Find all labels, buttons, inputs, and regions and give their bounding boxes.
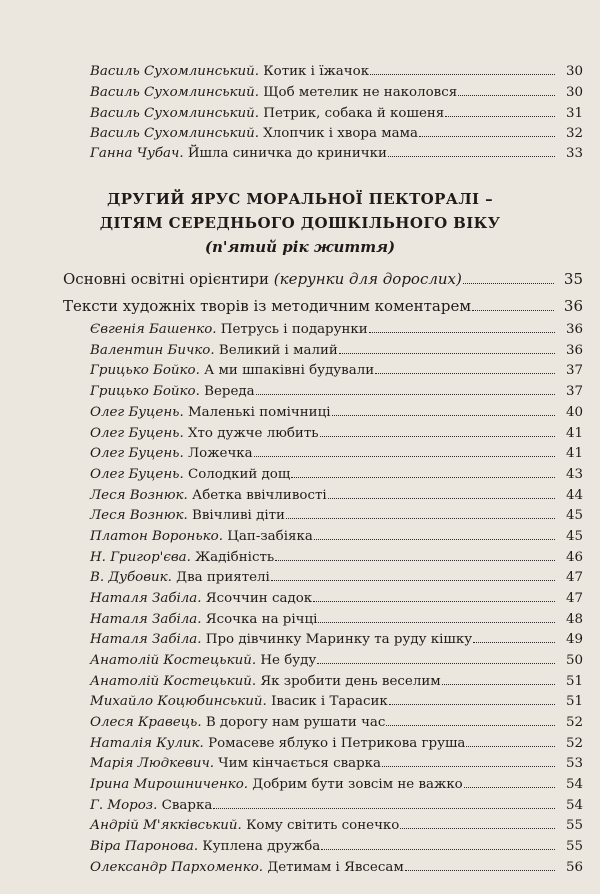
toc-entry (0, 144, 600, 166)
dot-leader (332, 403, 556, 416)
entry-title: Солодкий дощ (183, 467, 291, 482)
entry-author: Леся Вознюк. (90, 508, 188, 523)
entry-title: Два приятелі (171, 570, 270, 585)
toc-entry (0, 837, 600, 859)
entry-title: Івасик і Тарасик (266, 694, 388, 709)
entry-title: Хлопчик і хвора мама (259, 126, 419, 141)
entry-author: Наталія Кулик. (90, 736, 204, 751)
entry-author: Грицько Бойко. (90, 363, 200, 378)
entry-author: Г. Мороз. (90, 798, 158, 813)
entry-title: Тексти художніх творів із методичним коментарем (63, 297, 472, 315)
dot-leader (318, 610, 555, 623)
section-subheading: (п'ятий рік життя) (204, 238, 396, 256)
toc-entry (0, 630, 600, 652)
page-number: 30 (565, 85, 583, 100)
dot-leader (271, 568, 555, 581)
dot-leader (317, 651, 555, 664)
dot-leader (464, 775, 555, 788)
page-number: 47 (565, 591, 583, 606)
entry-title: В дорогу нам рушати час (201, 715, 386, 730)
page-number: 46 (565, 550, 583, 565)
entry-author: Євгенія Башенко. (90, 322, 217, 337)
toc-entry (0, 424, 600, 446)
entry-title: Ясоччин садок (201, 591, 313, 606)
page-number: 56 (565, 860, 583, 875)
entry-title: Петрусь і подарунки (216, 322, 368, 337)
dot-leader (375, 361, 555, 374)
entry-author: Олександр Пархоменко. (90, 860, 264, 875)
page-number: 36 (563, 297, 583, 315)
dot-leader (386, 713, 555, 726)
entry-title: Ввічливі діти (187, 508, 285, 523)
section-heading-line-2: ДІТЯМ СЕРЕДНЬОГО ДОШКІЛЬНОГО ВІКУ (99, 214, 501, 232)
page-number: 52 (565, 715, 583, 730)
entry-title: Ложечка (183, 446, 253, 461)
entry-title: Жадібність (190, 550, 275, 565)
entry-author: В. Дубовик. (90, 570, 172, 585)
dot-leader (320, 424, 555, 437)
entry-author: Олег Буцень. (90, 405, 184, 420)
entry-title: А ми шпаківні будували (199, 363, 375, 378)
entry-author: Леся Вознюк. (90, 488, 188, 503)
entry-title: Сварка (157, 798, 213, 813)
dot-leader (339, 341, 555, 354)
toc-entry (0, 465, 600, 487)
dot-leader (473, 630, 555, 643)
dot-leader (445, 104, 555, 117)
dot-leader (275, 548, 555, 561)
toc-entry (0, 341, 600, 363)
page-number: 43 (565, 467, 583, 482)
entry-title: Вереда (199, 384, 255, 399)
page-number: 55 (565, 818, 583, 833)
entry-title: Про дівчинку Маринку та руду кішку (201, 632, 473, 647)
dot-leader (400, 816, 555, 829)
entry-title: Ясочка на річці (201, 612, 318, 627)
entry-author: Василь Сухомлинський. (90, 85, 260, 100)
dot-leader (463, 271, 554, 284)
entry-author: Олег Буцень. (90, 446, 184, 461)
toc-entry (0, 775, 600, 797)
entry-author: Наталя Забіла. (90, 591, 202, 606)
toc-entry (0, 568, 600, 590)
page-number: 41 (565, 446, 583, 461)
entry-author: Олег Буцень. (90, 426, 184, 441)
entry-title: Маленькі помічниці (183, 405, 331, 420)
toc-entry (0, 796, 600, 818)
page-number: 48 (565, 612, 583, 627)
toc-entry (0, 713, 600, 735)
toc-entry (0, 361, 600, 383)
dot-leader (291, 465, 555, 478)
dot-leader (313, 589, 555, 602)
toc-entry (0, 444, 600, 466)
page-number: 41 (565, 426, 583, 441)
entry-author: Платон Воронько. (90, 529, 223, 544)
dot-leader (286, 506, 555, 519)
page-number: 52 (565, 736, 583, 751)
page-number: 36 (565, 343, 583, 358)
dot-leader (466, 734, 555, 747)
toc-entry (0, 816, 600, 838)
page-number: 40 (565, 405, 583, 420)
entry-author: Василь Сухомлинський. (90, 64, 260, 79)
toc-entry (0, 104, 600, 126)
entry-title: Петрик, собака й кошеня (259, 106, 445, 121)
entry-author: Василь Сухомлинський. (90, 126, 260, 141)
page-number: 51 (565, 694, 583, 709)
dot-leader (389, 692, 555, 705)
dot-leader (314, 527, 555, 540)
toc-main-entry (0, 270, 600, 292)
toc-entry (0, 382, 600, 404)
dot-leader (370, 62, 555, 75)
page-number: 54 (565, 798, 583, 813)
entry-title: Йшла синичка до кринички (183, 146, 387, 161)
dot-leader (419, 124, 555, 137)
toc-entry (0, 527, 600, 549)
dot-leader (388, 144, 555, 157)
entry-author: Ірина Мирошниченко. (90, 777, 249, 792)
toc-entry (0, 651, 600, 673)
entry-author: Ганна Чубач. (90, 146, 184, 161)
dot-leader (321, 837, 555, 850)
toc-entry (0, 692, 600, 714)
dot-leader (472, 298, 554, 311)
page-number: 45 (565, 508, 583, 523)
entry-author: Олег Буцень. (90, 467, 184, 482)
entry-author: Наталя Забіла. (90, 632, 202, 647)
page-number: 54 (565, 777, 583, 792)
page-number: 36 (565, 322, 583, 337)
toc-entry (0, 754, 600, 776)
page-number: 32 (565, 126, 583, 141)
entry-note: (керунки для дорослих) (273, 270, 462, 288)
toc-entry (0, 124, 600, 146)
entry-title: Ромасеве яблуко і Петрикова груша (203, 736, 466, 751)
toc-entry (0, 320, 600, 342)
entry-author: Віра Паронова. (90, 839, 199, 854)
dot-leader (213, 796, 555, 809)
page-number: 30 (565, 64, 583, 79)
dot-leader (442, 672, 555, 685)
toc-entry (0, 548, 600, 570)
toc-entry (0, 403, 600, 425)
page-number: 37 (565, 363, 583, 378)
page-number: 31 (565, 106, 583, 121)
entry-title: Не буду (256, 653, 317, 668)
entry-author: Марія Людкевич. (90, 756, 215, 771)
entry-title: Цап-забіяка (223, 529, 313, 544)
section-heading-line-1: ДРУГИЙ ЯРУС МОРАЛЬНОЇ ПЕКТОРАЛІ – (106, 190, 493, 208)
entry-title: Кому світить сонечко (241, 818, 400, 833)
toc-entry (0, 672, 600, 694)
dot-leader (369, 320, 555, 333)
dot-leader (256, 382, 555, 395)
entry-title: Щоб метелик не наколовся (259, 85, 458, 100)
toc-entry (0, 589, 600, 611)
entry-author: Анатолій Костецький. (90, 653, 257, 668)
toc-entry (0, 734, 600, 756)
page-number: 47 (565, 570, 583, 585)
page-number: 45 (565, 529, 583, 544)
entry-author: Грицько Бойко. (90, 384, 200, 399)
toc-entry (0, 506, 600, 528)
entry-author: Олеся Кравець. (90, 715, 202, 730)
entry-title: Добрим бути зовсім не важко (248, 777, 463, 792)
page-number: 53 (565, 756, 583, 771)
page-number: 44 (565, 488, 583, 503)
toc-main-entry (0, 297, 600, 319)
page-number: 51 (565, 674, 583, 689)
dot-leader (382, 754, 555, 767)
page-number: 55 (565, 839, 583, 854)
entry-author: Н. Григор'єва. (90, 550, 191, 565)
entry-author: Анатолій Костецький. (90, 674, 257, 689)
entry-title: Великий і малий (214, 343, 338, 358)
dot-leader (458, 83, 555, 96)
dot-leader (254, 444, 555, 457)
entry-title: Детимам і Явсесам (263, 860, 404, 875)
toc-entry (0, 610, 600, 632)
page-number: 33 (565, 146, 583, 161)
toc-entry (0, 858, 600, 880)
toc-entry (0, 83, 600, 105)
entry-author: Валентин Бичко. (90, 343, 215, 358)
dot-leader (405, 858, 555, 871)
entry-title: Котик і їжачок (259, 64, 370, 79)
entry-title: Чим кінчається сварка (214, 756, 382, 771)
entry-author: Василь Сухомлинський. (90, 106, 260, 121)
entry-author: Наталя Забіла. (90, 612, 202, 627)
page-number: 49 (565, 632, 583, 647)
page-number: 35 (563, 270, 583, 288)
toc-entry (0, 486, 600, 508)
entry-title: Абетка ввічливості (187, 488, 327, 503)
page-number: 50 (565, 653, 583, 668)
page-number: 37 (565, 384, 583, 399)
toc-entry (0, 62, 600, 84)
entry-title: Основні освітні орієнтири (63, 270, 274, 288)
entry-title: Хто дужче любить (183, 426, 319, 441)
entry-title: Куплена дружба (198, 839, 321, 854)
entry-title: Як зробити день веселим (256, 674, 441, 689)
entry-author: Михайло Коцюбинський. (90, 694, 267, 709)
dot-leader (328, 486, 555, 499)
entry-author: Андрій М'якківський. (90, 818, 242, 833)
